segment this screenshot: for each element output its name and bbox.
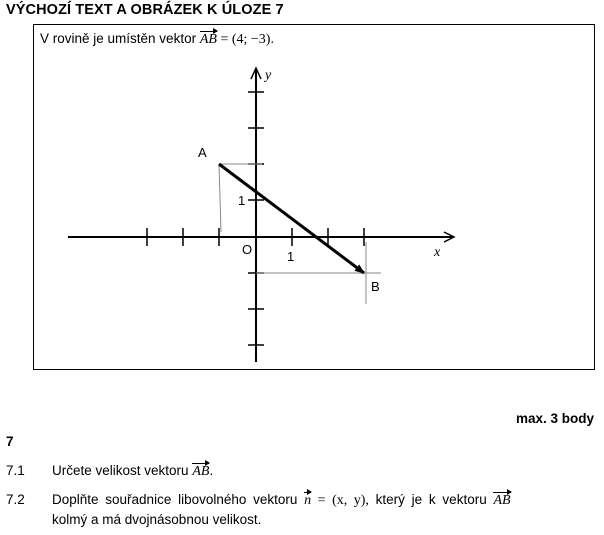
section-heading: VÝCHOZÍ TEXT A OBRÁZEK K ÚLOZE 7: [6, 2, 284, 18]
vector-ab-symbol: AB: [493, 493, 511, 508]
vector-n-symbol: n: [304, 493, 312, 508]
origin-label: O: [242, 242, 253, 257]
y-axis-label: y: [265, 68, 272, 83]
point-b-label: B: [371, 279, 380, 294]
point-a-label: A: [198, 145, 207, 160]
question-text: Doplňte souřadnice libovolného vektoru: [52, 492, 298, 507]
vector-n-coordinates: = (x, y),: [311, 493, 369, 508]
question-7-1: [52, 463, 213, 480]
question-7-2: [52, 492, 511, 509]
projection-lines: [219, 164, 381, 304]
x-unit-label: 1: [287, 249, 295, 264]
vector-value: (4; −3).: [231, 32, 274, 47]
task-number: 7: [6, 434, 14, 449]
y-unit-label: 1: [238, 193, 246, 208]
equals-sign: =: [220, 32, 229, 47]
question-end: .: [209, 463, 214, 478]
intro-sentence: V rovině je umístěn vektor: [40, 31, 197, 46]
question-text-2: který je k vektoru: [375, 492, 487, 507]
question-number: 7.2: [6, 492, 25, 507]
question-number: 7.1: [6, 463, 25, 478]
question-7-2-line2: kolmý a má dvojnásobnou velikost.: [52, 512, 262, 527]
max-points: max. 3 body: [515, 411, 594, 426]
question-text: Určete velikost vektoru: [52, 463, 189, 478]
vector-ab-symbol: AB: [199, 32, 217, 47]
x-axis-label: x: [434, 245, 441, 260]
guide-a-vertical: [219, 164, 221, 232]
vector-ab-symbol: AB: [192, 464, 210, 479]
